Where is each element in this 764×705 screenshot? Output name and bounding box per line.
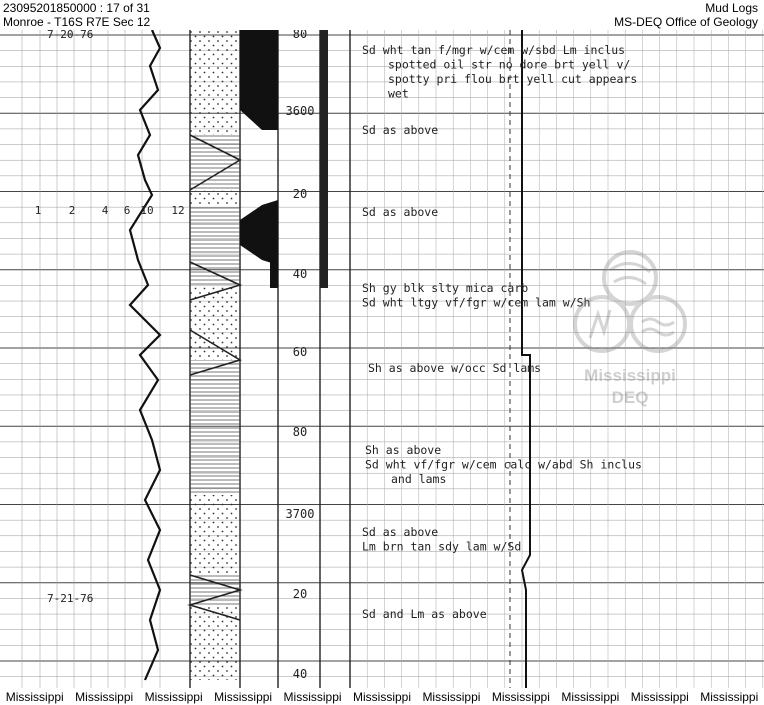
scale-label: 1 bbox=[34, 204, 42, 217]
lithology-segment bbox=[190, 575, 240, 605]
lithology-segment bbox=[190, 190, 240, 205]
depth-label: 20 bbox=[292, 587, 308, 601]
watermark-subtitle: DEQ bbox=[611, 388, 649, 407]
footer-label: Mississippi bbox=[422, 690, 481, 704]
lithology-segment bbox=[190, 495, 240, 575]
description-line: spotted oil str no dore brt yell v/ bbox=[388, 57, 631, 72]
description-line: wet bbox=[388, 86, 409, 101]
depth-label: 40 bbox=[292, 267, 308, 281]
scale-label: 12 bbox=[171, 204, 185, 217]
watermark-title: Mississippi bbox=[584, 366, 676, 385]
description-line: Lm brn tan sdy lam w/Sd bbox=[362, 539, 522, 554]
date-label: 7-20-76 bbox=[47, 30, 94, 41]
msdeq-watermark bbox=[570, 248, 690, 416]
date-label: 7-21-76 bbox=[47, 592, 94, 605]
depth-label: 40 bbox=[292, 667, 308, 681]
description-line: Sd wht tan f/mgr w/cem w/sbd Lm inclus bbox=[362, 43, 626, 57]
document-type: Mud Logs bbox=[705, 1, 758, 15]
description-line: Sd as above bbox=[362, 525, 439, 539]
description-line: Sd as above bbox=[362, 205, 439, 219]
scale-label: 10 bbox=[140, 204, 154, 217]
footer-label: Mississippi bbox=[214, 690, 273, 704]
log-annotations bbox=[35, 30, 642, 681]
footer-label: Mississippi bbox=[700, 690, 759, 704]
scale-label: 4 bbox=[101, 204, 109, 217]
scale-label: 2 bbox=[68, 204, 76, 217]
hydrocarbon-show bbox=[240, 200, 278, 265]
well-location: Monroe - T16S R7E Sec 12 bbox=[3, 15, 151, 29]
depth-label: 3700 bbox=[285, 507, 315, 521]
depth-label: 20 bbox=[292, 187, 308, 201]
scale-label: 6 bbox=[123, 204, 131, 217]
depth-label: 80 bbox=[292, 425, 308, 439]
hydrocarbon-show bbox=[270, 260, 278, 288]
description-line: Sh gy blk slty mica carb bbox=[362, 281, 529, 295]
lithology-segment bbox=[190, 30, 240, 135]
description-line: Sh as above bbox=[365, 443, 442, 457]
footer-label: Mississippi bbox=[75, 690, 134, 704]
footer-label: Mississippi bbox=[5, 690, 64, 704]
footer-label: Mississippi bbox=[491, 690, 550, 704]
depth-track-fill bbox=[320, 30, 328, 288]
depth-label: 3600 bbox=[285, 104, 315, 118]
footer-strip bbox=[0, 690, 764, 705]
footer-label: Mississippi bbox=[144, 690, 203, 704]
description-line: Sd wht ltgy vf/fgr w/cem lam w/Sh bbox=[362, 295, 591, 310]
lithology-segment bbox=[190, 605, 240, 680]
footer-label: Mississippi bbox=[283, 690, 342, 704]
depth-label: 80 bbox=[292, 30, 308, 41]
description-line: Sh as above w/occ Sd lams bbox=[368, 361, 542, 375]
description-line: and lams bbox=[391, 472, 447, 486]
description-line: Sd and Lm as above bbox=[362, 607, 487, 621]
footer-label: Mississippi bbox=[561, 690, 620, 704]
footer-label: Mississippi bbox=[630, 690, 689, 704]
lithology-segment bbox=[190, 135, 240, 190]
description-line: Sd as above bbox=[362, 123, 439, 137]
hydrocarbon-show bbox=[240, 30, 278, 130]
depth-label: 60 bbox=[292, 345, 308, 359]
description-line: Sd wht vf/fgr w/cem calc w/abd Sh inclus bbox=[365, 457, 642, 472]
watermark-logo-icon bbox=[570, 248, 690, 366]
document-id: 23095201850000 : 17 of 31 bbox=[3, 1, 150, 15]
description-line: spotty pri flou brt yell cut appears bbox=[388, 72, 638, 86]
lithology-segment bbox=[190, 360, 240, 495]
lithology-segment bbox=[190, 285, 240, 360]
footer-label: Mississippi bbox=[352, 690, 411, 704]
agency-name: MS-DEQ Office of Geology bbox=[614, 15, 758, 29]
